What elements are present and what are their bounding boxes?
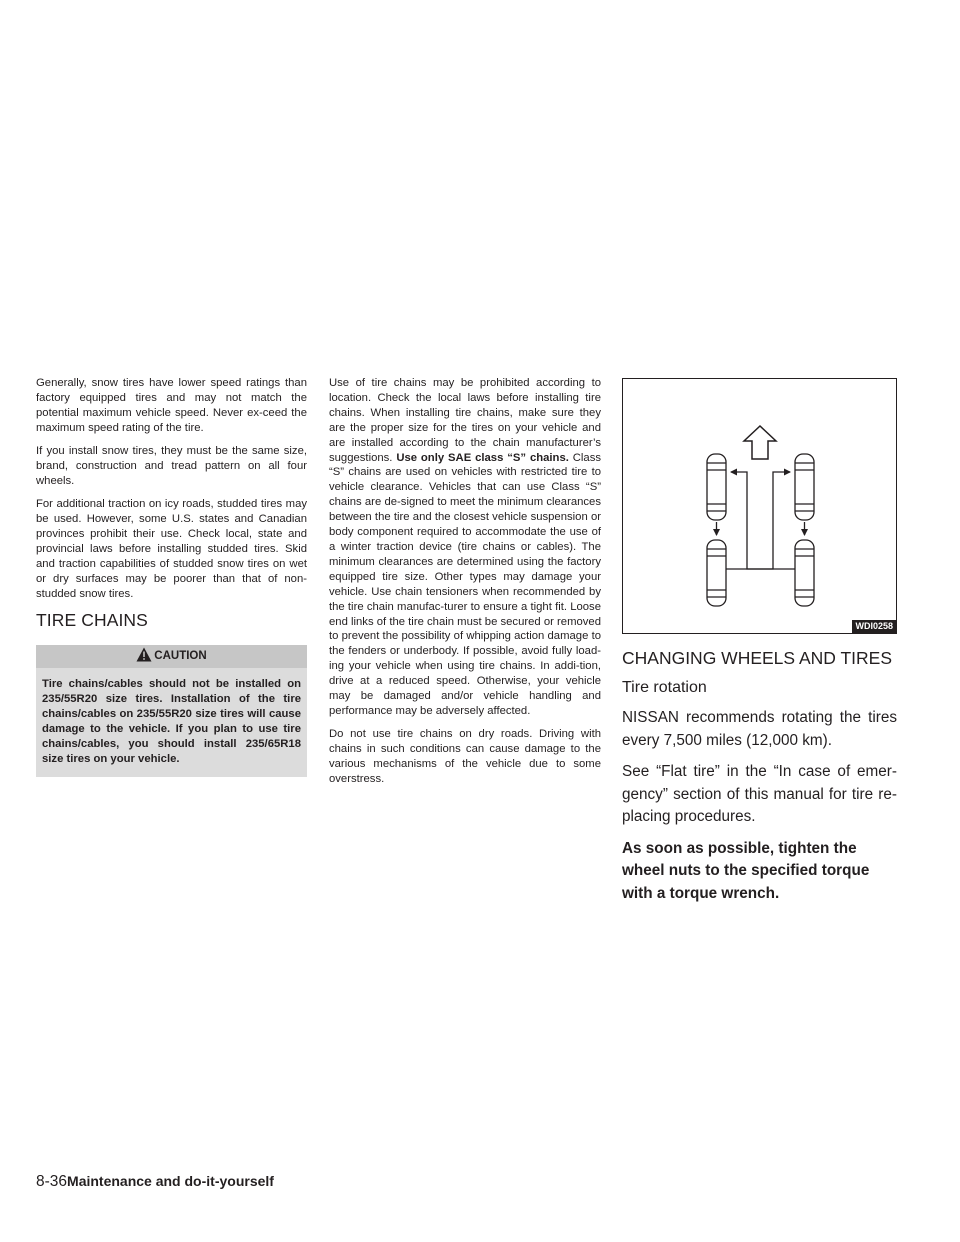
right-column <box>622 376 897 905</box>
flat-tire-reference-paragraph: See “Flat tire” in the “In case of emer-gency” section of this manual for tire re-placing procedures. <box>622 763 897 825</box>
caution-label: CAUTION <box>154 650 207 663</box>
tire-front-right-icon <box>795 454 814 520</box>
rotation-arrow-rear-right-to-front-left <box>731 472 795 569</box>
left-column <box>36 376 307 777</box>
middle-column <box>329 376 601 795</box>
page-number: 8-36 <box>36 1173 68 1190</box>
caution-box <box>36 645 307 776</box>
snow-tires-paragraph: Generally, snow tires have lower speed ratings than factory equipped tires and may not match the potential maximum vehicle speed. Never ex-ceed the maximum speed rating of the tire. <box>36 377 307 434</box>
forward-direction-arrow-icon <box>744 426 776 459</box>
dry-roads-paragraph: Do not use tire chains on dry roads. Driving with chains in such conditions can cause damage to the various mechanisms of the vehicle due to some overstress. <box>329 728 601 786</box>
chains-usage-text-b: Class “S” chains are used on vehicles with restricted tire to vehicle clearance. Vehicles that can use Class “S” chains are de-signed to meet the minimum clearances between the tire and the closest vehicle suspension or body component required to accommodate the use of a winter traction device (tire chains or cables). The minimum clearances are determined using the factory equipped tire size. Other types may damage your vehicle. Use chain tensioners when recommended by the tire chain manufac-turer to ensure a tight fit. Loose end links of the tire chain must be secured or removed to prevent the possibility of whipping action damage to the fenders or underbody. If possible, avoid fully load-ing your vehicle when using tire chains. In addi-tion, drive at a reduced speed. Otherwise, your vehicle may be damaged and/or vehicle handling and performance may be adversely affected. <box>329 451 601 717</box>
figure-label: WDI0258 <box>852 620 896 633</box>
rotation-arrow-rear-left-to-front-right <box>726 472 790 569</box>
tire-rotation-drawing <box>623 379 896 633</box>
caution-header <box>36 645 307 668</box>
tire-front-left-icon <box>707 454 726 520</box>
studded-tires-paragraph: For additional traction on icy roads, studded tires may be used. However, some U.S. states and Canadian provinces prohibit their use. Check local, state and provincial laws before installing studded tires. Skid and traction capabilities of studded snow tires on wet or dry surfaces may be poorer than that of non-studded snow tires. <box>36 498 307 600</box>
tire-rotation-subheading: Tire rotation <box>622 679 707 696</box>
page-footer <box>36 1173 274 1191</box>
sae-class-s-emphasis: Use only SAE class “S” chains. <box>396 451 569 464</box>
tire-rear-right-icon <box>795 540 814 606</box>
caution-text: Tire chains/cables should not be installed on 235/55R20 size tires. Installation of the tire chains/cables on 235/55R20 size tires will cause damage to the vehicle. If you plan to use tire chains/cables, you should install 235/65R18 size tires on your vehicle. <box>42 678 301 765</box>
snow-tires-size-paragraph: If you install snow tires, they must be the same size, brand, construction and tread pattern on all four wheels. <box>36 445 307 487</box>
warning-icon <box>136 647 152 662</box>
rotation-interval-paragraph: NISSAN recommends rotating the tires every 7,500 miles (12,000 km). <box>622 709 897 749</box>
chains-usage-text-a: Use of tire chains may be prohibited according to location. Check the local laws before installing tire chains. When installing tire chains, make sure they are the proper size for the tires on your vehicle and are installed according to the chain manufacturer’s suggestions. <box>329 377 601 464</box>
section-title: Maintenance and do-it-yourself <box>67 1173 274 1189</box>
tire-rotation-diagram <box>622 378 897 634</box>
torque-warning-paragraph: As soon as possible, tighten the wheel nuts to the specified torque with a torque wrench. <box>622 839 870 902</box>
tire-chains-usage-paragraph <box>329 376 601 719</box>
tire-rear-left-icon <box>707 540 726 606</box>
changing-wheels-heading: CHANGING WHEELS AND TIRES <box>622 648 893 668</box>
tire-chains-heading: TIRE CHAINS <box>36 610 148 631</box>
